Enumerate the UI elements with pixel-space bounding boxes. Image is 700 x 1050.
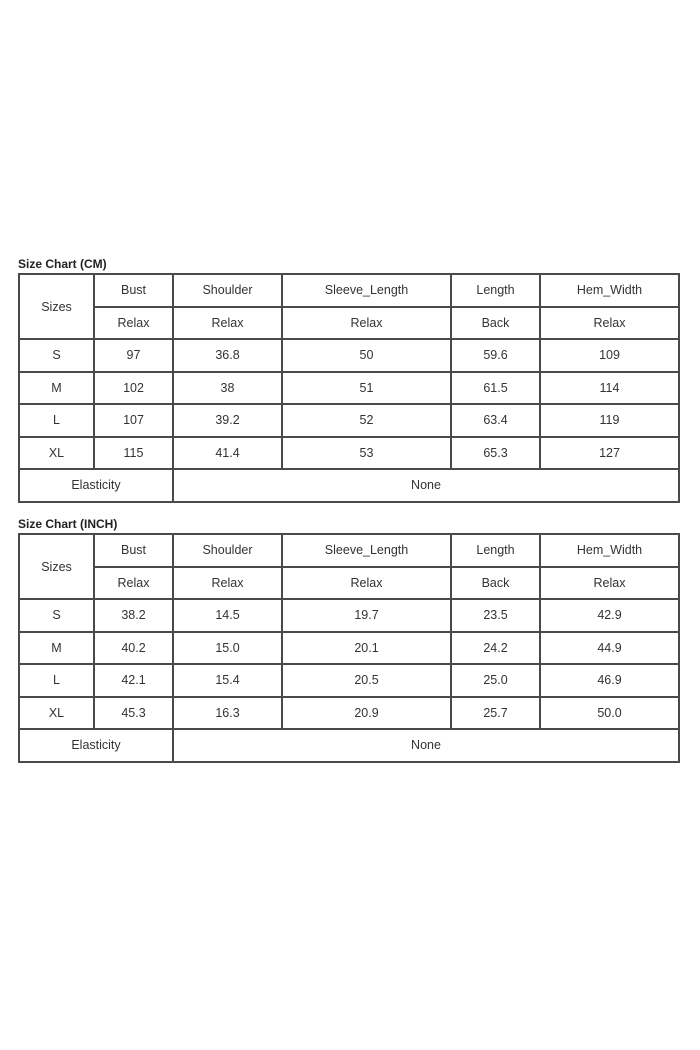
table-cell: 20.5 [282,664,451,697]
column-header-sleeve-length: Sleeve_Length [282,274,451,307]
size-cell: L [19,664,94,697]
column-header-length: Length [451,274,540,307]
subheader-row [19,307,679,340]
table-row [19,339,679,372]
size-table [18,273,680,503]
table-cell: 25.0 [451,664,540,697]
table-cell: 24.2 [451,632,540,665]
subheader-row [19,567,679,600]
elasticity-value: None [173,729,679,762]
table-cell: 20.9 [282,697,451,730]
size-cell: S [19,599,94,632]
column-sub-bust: Relax [94,307,173,340]
elasticity-label: Elasticity [19,469,173,502]
size-cell: XL [19,437,94,470]
table-row [19,697,679,730]
size-cell: XL [19,697,94,730]
column-sub-sleeve-length: Relax [282,567,451,600]
column-sub-length: Back [451,567,540,600]
column-sub-hem-width: Relax [540,567,679,600]
header-row [19,534,679,567]
column-header-bust: Bust [94,274,173,307]
table-cell: 23.5 [451,599,540,632]
table-row [19,372,679,405]
table-row [19,404,679,437]
table-cell: 20.1 [282,632,451,665]
column-header-sleeve-length: Sleeve_Length [282,534,451,567]
table-cell: 119 [540,404,679,437]
table-cell: 59.6 [451,339,540,372]
sizes-header: Sizes [19,534,94,599]
table-cell: 65.3 [451,437,540,470]
chart-title: Size Chart (CM) [18,257,107,271]
table-cell: 15.4 [173,664,282,697]
column-sub-bust: Relax [94,567,173,600]
size-cell: M [19,372,94,405]
table-cell: 39.2 [173,404,282,437]
column-header-hem-width: Hem_Width [540,534,679,567]
column-sub-sleeve-length: Relax [282,307,451,340]
column-header-length: Length [451,534,540,567]
table-row [19,599,679,632]
elasticity-row [19,729,679,762]
table-row [19,664,679,697]
table-cell: 61.5 [451,372,540,405]
header-row [19,274,679,307]
table-cell: 63.4 [451,404,540,437]
table-cell: 19.7 [282,599,451,632]
table-cell: 115 [94,437,173,470]
table-cell: 42.9 [540,599,679,632]
table-cell: 53 [282,437,451,470]
table-cell: 109 [540,339,679,372]
elasticity-value: None [173,469,679,502]
table-cell: 14.5 [173,599,282,632]
table-cell: 25.7 [451,697,540,730]
elasticity-row [19,469,679,502]
size-cell: S [19,339,94,372]
column-header-shoulder: Shoulder [173,274,282,307]
table-cell: 38 [173,372,282,405]
table-cell: 16.3 [173,697,282,730]
table-cell: 40.2 [94,632,173,665]
size-cell: M [19,632,94,665]
column-sub-hem-width: Relax [540,307,679,340]
table-cell: 42.1 [94,664,173,697]
column-header-bust: Bust [94,534,173,567]
column-header-hem-width: Hem_Width [540,274,679,307]
table-cell: 15.0 [173,632,282,665]
chart-title: Size Chart (INCH) [18,517,118,531]
table-cell: 44.9 [540,632,679,665]
table-cell: 127 [540,437,679,470]
sizes-header: Sizes [19,274,94,339]
table-cell: 50 [282,339,451,372]
column-sub-shoulder: Relax [173,307,282,340]
table-row [19,437,679,470]
table-cell: 41.4 [173,437,282,470]
table-cell: 52 [282,404,451,437]
table-row [19,632,679,665]
column-sub-shoulder: Relax [173,567,282,600]
size-chart-inch [18,516,678,763]
table-cell: 38.2 [94,599,173,632]
table-cell: 97 [94,339,173,372]
size-cell: L [19,404,94,437]
table-cell: 36.8 [173,339,282,372]
table-cell: 114 [540,372,679,405]
table-cell: 51 [282,372,451,405]
size-table [18,533,680,763]
column-header-shoulder: Shoulder [173,534,282,567]
table-cell: 107 [94,404,173,437]
table-cell: 46.9 [540,664,679,697]
size-chart-cm [18,256,678,503]
table-cell: 45.3 [94,697,173,730]
column-sub-length: Back [451,307,540,340]
table-cell: 50.0 [540,697,679,730]
elasticity-label: Elasticity [19,729,173,762]
table-cell: 102 [94,372,173,405]
